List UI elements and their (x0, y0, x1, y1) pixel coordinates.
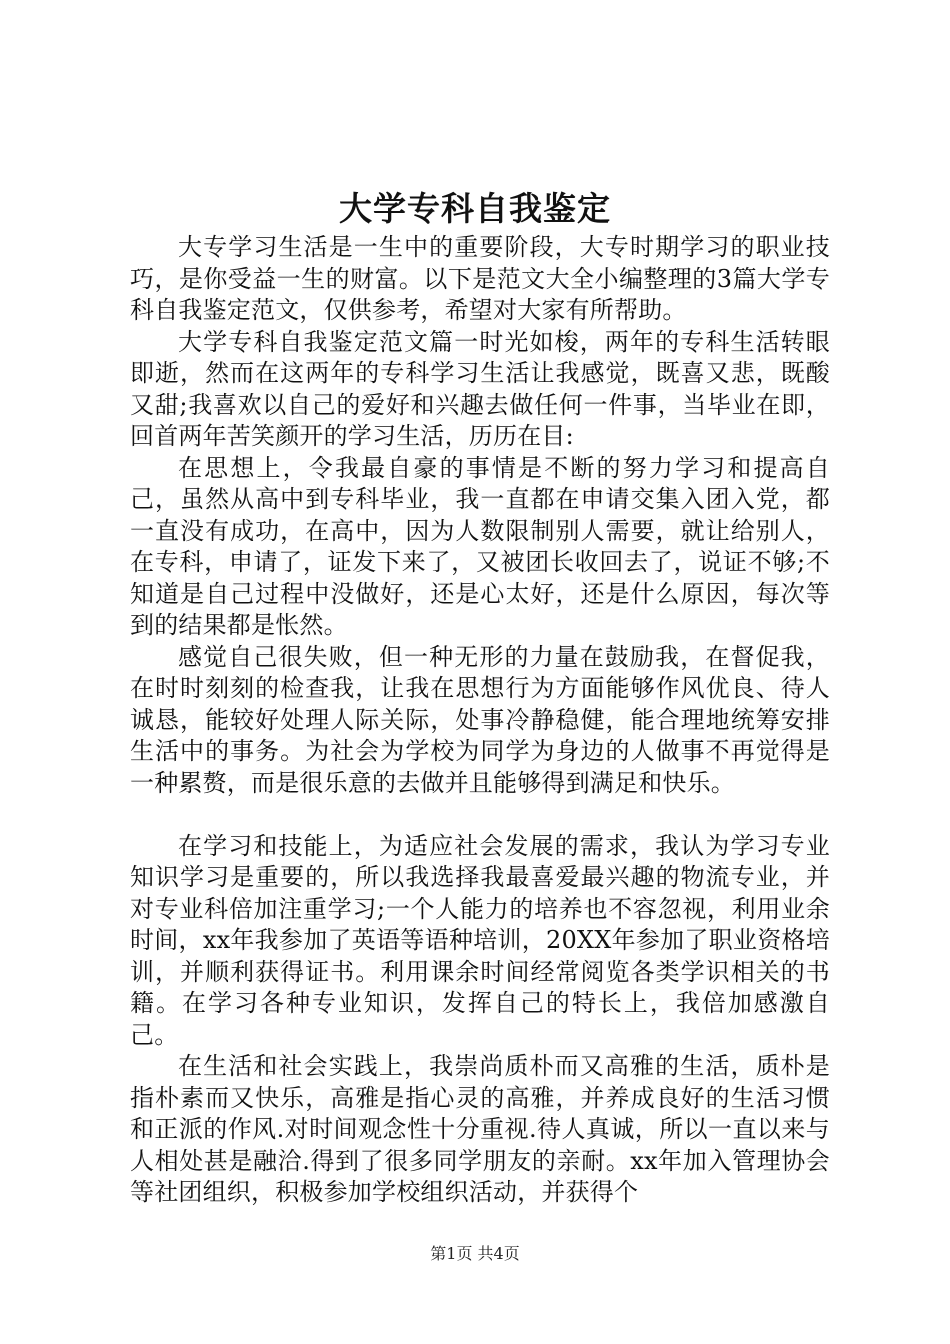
paragraph-study-skills: 在学习和技能上，为适应社会发展的需求，我认为学习专业知识学习是重要的，所以我选择我最喜爱最兴趣的物流专业，并对专业科倍加注重学习;一个人能力的培养也不容忽视，利用业余时间，xx年我参加了英语等语种培训，20XX年参加了职业资格培训，并顺利获得证书。利用课余时间经常阅览各类学识相关的书籍。在学习各种专业知识，发挥自己的特长上，我倍加感激自己。 (130, 831, 830, 1049)
document-body (130, 232, 830, 1209)
paragraph-encouragement: 感觉自己很失败，但一种无形的力量在鼓励我，在督促我，在时时刻刻的检查我，让我在思想行为方面能够作风优良、待人诚恳，能较好处理人际关际，处事冷静稳健，能合理地统筹安排生活中的事务。为社会为学校为同学为身边的人做事不再觉得是一种累赘，而是很乐意的去做并且能够得到满足和快乐。 (130, 642, 830, 797)
document-title: 大学专科自我鉴定 (339, 189, 611, 228)
paragraph-spacer (130, 799, 830, 831)
page-footer: 第1页 共4页 (430, 1244, 520, 1263)
paragraph-ideology: 在思想上，令我最自豪的事情是不断的努力学习和提高自己，虽然从高中到专科毕业，我一直都在申请交集入团入党，都一直没有成功，在高中，因为人数限制别人需要，就让给别人，在专科，申请了，证发下来了，又被团长收回去了，说证不够;不知道是自己过程中没做好，还是心太好，还是什么原因，每次等到的结果都是怅然。 (130, 453, 830, 639)
paragraph-intro: 大专学习生活是一生中的重要阶段，大专时期学习的职业技巧，是你受益一生的财富。以下是范文大全小编整理的3篇大学专科自我鉴定范文，仅供参考，希望对大家有所帮助。 (130, 233, 830, 324)
paragraph-life-practice: 在生活和社会实践上，我崇尚质朴而又高雅的生活，质朴是指朴素而又快乐，高雅是指心灵的高雅，并养成良好的生活习惯和正派的作风.对时间观念性十分重视.待人真诚，所以一直以来与人相处甚是融洽.得到了很多同学朋友的亲耐。xx年加入管理协会等社团组织，积极参加学校组织活动，并获得个 (130, 1052, 830, 1206)
paragraph-essay-one-opening: 大学专科自我鉴定范文篇一时光如梭，两年的专科生活转眼即逝，然而在这两年的专科学习生活让我感觉，既喜又悲，既酸又甜;我喜欢以自己的爱好和兴趣去做任何一件事，当毕业在即，回首两年苦笑颜开的学习生活，历历在目: (130, 327, 830, 450)
